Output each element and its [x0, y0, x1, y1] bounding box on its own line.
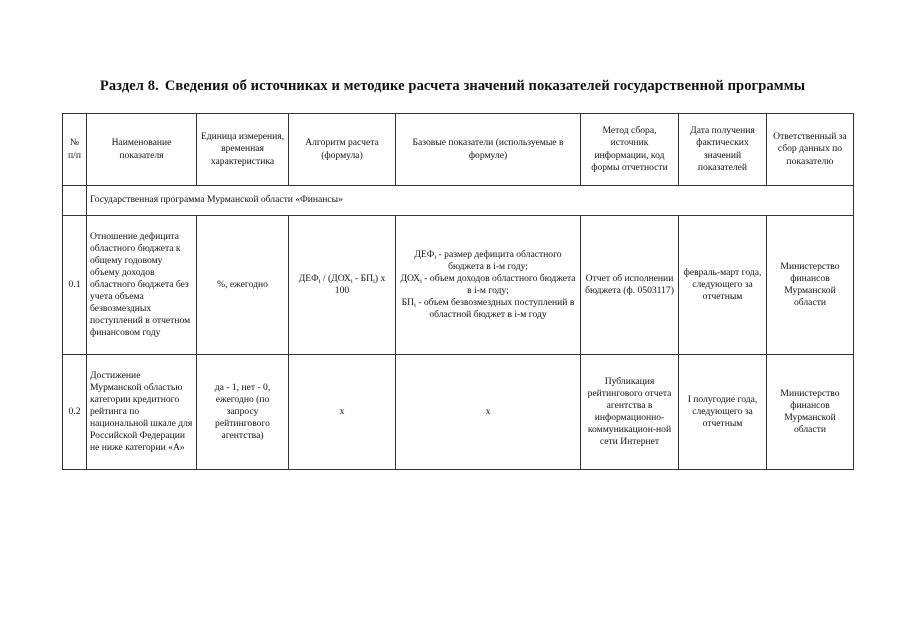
header-row	[63, 114, 854, 186]
formula-part: ДЕФ	[298, 272, 319, 284]
section-number: Раздел 8.	[99, 78, 159, 94]
base-text: - объем безвозмездных поступлений в областной бюджет в i-м году	[415, 297, 575, 321]
indicator-formula: х	[289, 355, 396, 470]
data-date: февраль-март года, следующего за отчетным	[679, 216, 767, 355]
indicator-unit: да - 1, нет - 0, ежегодно (по запросу рейтингового агентства)	[197, 355, 289, 470]
formula-sub: i	[350, 277, 353, 285]
header-unit: Единица измерения, временная характеристика	[197, 114, 289, 186]
program-row	[63, 186, 854, 216]
header-base: Базовые показатели (используемые в формуле)	[396, 114, 581, 186]
base-indicators	[396, 216, 581, 355]
formula-part: / (ДОХ	[320, 272, 351, 284]
indicator-name: Достижение Мурманской областью категории кредитного рейтинга по национальной шкале для Российской Федерации не ниже категории «А»	[87, 355, 197, 470]
collection-method: Публикация рейтингового отчета агентства в информационно-коммуникацион-ной сети Интернет	[581, 355, 679, 470]
row-num: 0.2	[63, 355, 87, 470]
base-item-deficit	[398, 249, 578, 273]
collection-method: Отчет об исполнении бюджета (ф. 0503117)	[581, 216, 679, 355]
header-date: Дата получения фактических значений показателей	[679, 114, 767, 186]
formula-part: - БП	[352, 272, 374, 284]
base-symbol: ДЕФ	[414, 248, 435, 260]
indicator-formula	[289, 216, 396, 355]
page-title	[0, 78, 905, 95]
header-responsible: Ответственный за сбор данных по показателю	[767, 114, 854, 186]
base-text: - размер дефицита областного бюджета в i-м году;	[436, 248, 562, 272]
row-num: 0.1	[63, 216, 87, 355]
base-text: - объем доходов областного бюджета в i-м году;	[421, 272, 576, 296]
base-sub: i	[434, 253, 437, 261]
base-symbol: БП	[401, 297, 415, 309]
formula-part: ) x 100	[334, 272, 386, 296]
base-symbol: ДОХ	[400, 272, 421, 284]
data-date: I полугодие года, следующего за отчетным	[679, 355, 767, 470]
formula-sub: i	[373, 277, 375, 285]
header-name: Наименование показателя	[87, 114, 197, 186]
table-row	[63, 216, 854, 355]
header-num: № п/п	[63, 114, 87, 186]
base-sub: i	[414, 302, 416, 310]
indicators-table	[62, 113, 854, 470]
indicator-unit: %, ежегодно	[197, 216, 289, 355]
base-sub: i	[420, 277, 422, 285]
indicator-name: Отношение дефицита областного бюджета к общему годовому объему доходов областного бюджета без учета объема безвозмездных поступлений в отчетном финансовом году	[87, 216, 197, 355]
base-indicators: х	[396, 355, 581, 470]
program-name: Государственная программа Мурманской области «Финансы»	[87, 186, 854, 216]
table-row	[63, 355, 854, 470]
responsible: Министерство финансов Мурманской области	[767, 216, 854, 355]
program-num-cell	[63, 186, 87, 216]
header-algorithm: Алгоритм расчета (формула)	[289, 114, 396, 186]
section-title: Сведения об источниках и методике расчета значений показателей государственной программы	[164, 78, 806, 94]
base-item-grants	[398, 297, 578, 321]
header-method: Метод сбора, источник информации, код формы отчетности	[581, 114, 679, 186]
base-item-revenue	[398, 273, 578, 297]
formula-sub: i	[318, 277, 321, 285]
responsible: Министерство финансов Мурманской области	[767, 355, 854, 470]
